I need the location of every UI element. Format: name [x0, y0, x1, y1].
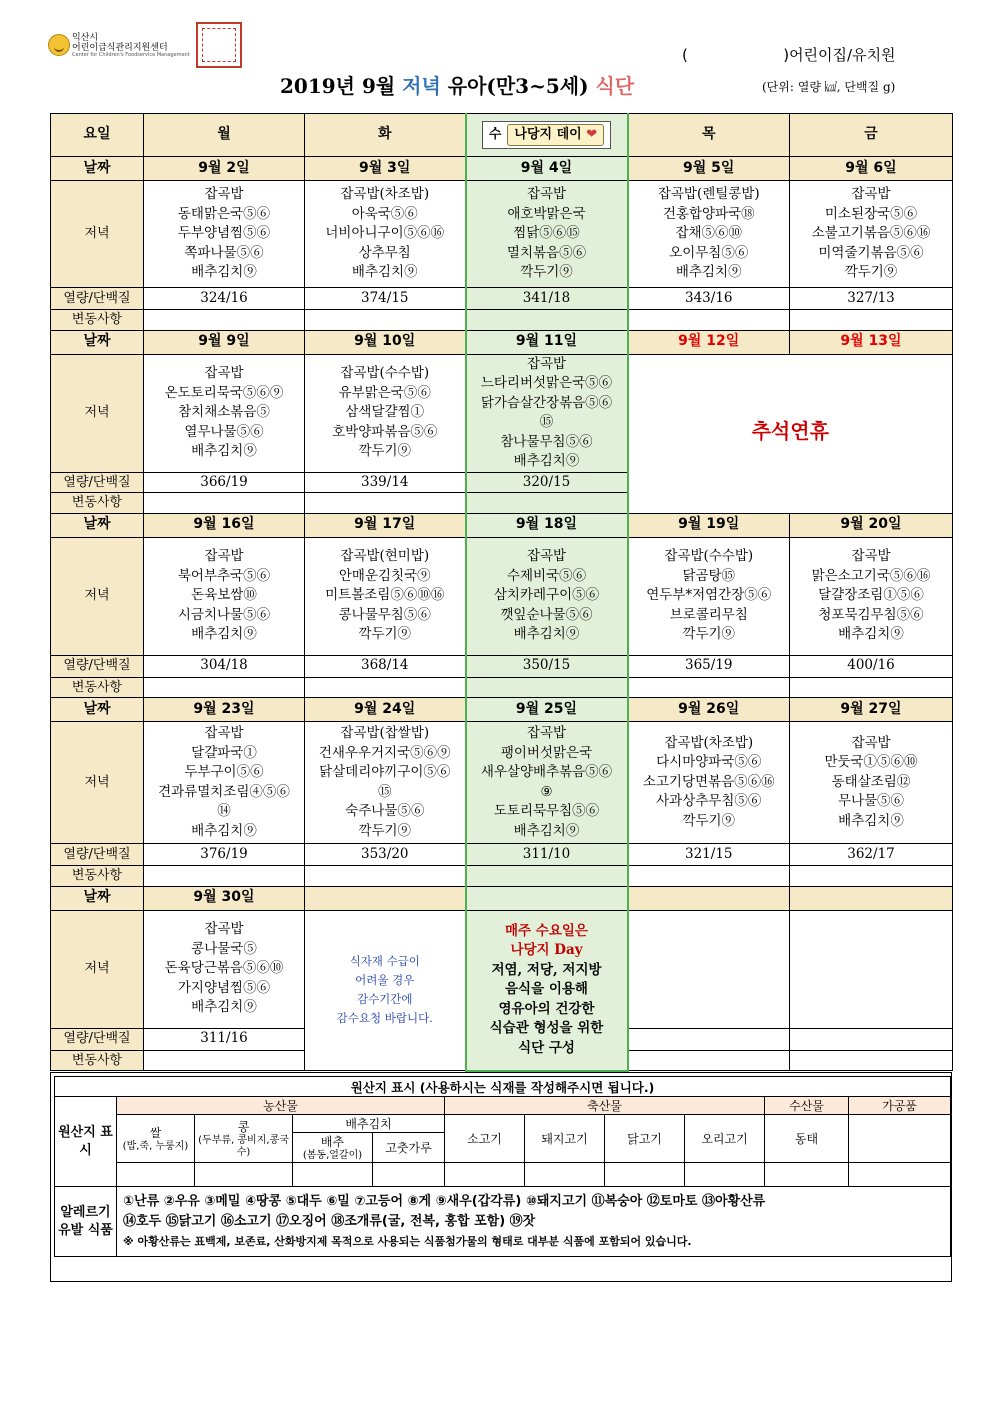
menu-item: 잡곡밥: [204, 548, 244, 565]
menu-item: 잡곡밥(렌틸콩밥): [657, 186, 760, 203]
menu-item: 온도토리묵국⑤⑥⑨: [164, 384, 284, 401]
day-fri: 금: [790, 114, 953, 157]
processed-header: 가공품: [849, 1097, 951, 1115]
chicken-header: 닭고기: [605, 1115, 685, 1163]
menu-item: 배추김치⑨: [513, 453, 580, 469]
origin-input[interactable]: [765, 1163, 849, 1187]
kcal-cell: 368/14: [305, 655, 466, 677]
kimchi-header: 배추김치: [293, 1115, 445, 1133]
menu-item: 배추김치⑨: [191, 264, 257, 281]
menu-item: 잡곡밥(수수밥): [664, 548, 754, 565]
menu-item: 상추무침: [358, 244, 411, 261]
change-cell[interactable]: [144, 677, 305, 698]
date-cell: 9월 2일: [144, 157, 305, 181]
duck-header: 오리고기: [685, 1115, 765, 1163]
menu-item: 새우살양배추볶음⑤⑥: [480, 764, 613, 780]
menu-item: 동태살조림⑫: [831, 773, 911, 790]
kcal-cell: 400/16: [790, 655, 953, 677]
origin-input[interactable]: [605, 1163, 685, 1187]
menu-cell: [305, 537, 466, 655]
menu-item: 열무나물⑤⑥: [184, 423, 264, 440]
menu-item: 배추김치⑨: [513, 626, 580, 643]
origin-table: [54, 1076, 951, 1257]
menu-item: 무나물⑤⑥: [837, 793, 905, 810]
change-label: 변동사항: [51, 866, 144, 887]
menu-item: 느타리버섯맑은국⑤⑥: [480, 375, 613, 391]
menu-item: 유부맑은국⑤⑥: [338, 384, 431, 401]
menu-item: 건새우우거지국⑤⑥⑨: [318, 744, 451, 761]
dinner-label: 저녁: [51, 722, 144, 844]
menu-item: 배추김치⑨: [191, 999, 257, 1016]
date-cell: 9월 25일: [466, 698, 628, 722]
menu-item: 맑은소고기국⑤⑥⑯: [811, 567, 931, 584]
date-label: 날짜: [51, 698, 144, 722]
change-cell[interactable]: [466, 310, 628, 331]
menu-item: 깍두기⑨: [358, 443, 412, 460]
holiday-cell: [628, 354, 953, 513]
date-cell-holiday: 9월 13일: [790, 330, 953, 354]
menu-cell: [466, 354, 628, 472]
title-dinner: 저녁: [402, 74, 441, 98]
change-cell[interactable]: [790, 866, 953, 887]
menu-item: 배추김치⑨: [191, 626, 257, 643]
beef-header: 소고기: [445, 1115, 525, 1163]
menu-cell: [144, 181, 305, 288]
kcal-cell: 343/16: [628, 288, 790, 310]
menu-item: 호박양파볶음⑤⑥: [332, 423, 438, 440]
menu-item: 잡곡밥: [204, 725, 244, 741]
kcal-label: 열량/단백질: [51, 655, 144, 677]
menu-cell: [466, 722, 628, 844]
menu-item: 찜닭⑤⑥⑮: [513, 225, 580, 242]
date-cell: 9월 10일: [305, 330, 466, 354]
menu-table: [50, 113, 953, 1072]
date-cell: 9월 26일: [628, 698, 790, 722]
menu-item: 미역줄기볶음⑤⑥: [818, 244, 924, 261]
notice-line: 나당지 Day: [510, 942, 583, 959]
kcal-label: 열량/단백질: [51, 472, 144, 493]
menu-item: 너비아니구이⑤⑥⑯: [325, 225, 445, 242]
menu-cell: [466, 181, 628, 288]
menu-cell: [628, 537, 790, 655]
menu-item: ⑨: [540, 783, 553, 800]
nadangji-day-badge: [482, 121, 611, 149]
menu-item: 배추김치⑨: [191, 443, 257, 460]
kcal-cell: 341/18: [466, 288, 628, 310]
cabbage-sub: (봄동,얼갈이): [302, 1150, 363, 1161]
menu-item: 잡곡밥: [851, 186, 891, 203]
rice-label: 쌀: [149, 1126, 162, 1140]
change-cell[interactable]: [144, 310, 305, 331]
menu-cell: [790, 181, 953, 288]
menu-item: 닭살데리야끼구이⑤⑥: [319, 764, 451, 780]
menu-item: 잡곡밥: [204, 186, 244, 203]
date-cell-empty: [305, 886, 466, 910]
menu-item: 깍두기⑨: [682, 626, 736, 643]
menu-item: 배추김치⑨: [513, 822, 580, 839]
change-label: 변동사항: [51, 677, 144, 698]
center-logo: [48, 28, 208, 68]
dinner-label: 저녁: [51, 537, 144, 655]
nadangji-notice-body: [467, 961, 627, 1059]
menu-item: 아욱국⑤⑥: [351, 205, 418, 222]
nadangji-notice: [466, 910, 628, 1071]
change-cell[interactable]: [305, 866, 466, 887]
agri-header: 농산물: [117, 1097, 445, 1115]
change-label: 변동사항: [51, 1050, 144, 1071]
notice-line: 감수기간에: [356, 992, 413, 1007]
heart-icon: ❤: [586, 127, 598, 143]
nadangji-notice-red: [467, 922, 627, 961]
dinner-label: 저녁: [51, 181, 144, 288]
menu-item: 잡곡밥(차조밥): [664, 734, 754, 751]
day-thu: 목: [628, 114, 790, 157]
allergy-list: [117, 1187, 951, 1257]
notice-line: 식습관 형성을 위한: [489, 1020, 604, 1037]
menu-item: 닭곰탕⑮: [682, 567, 736, 584]
menu-item: 참나물무침⑤⑥: [500, 433, 593, 450]
menu-item: 시금치나물⑤⑥: [177, 606, 271, 623]
menu-cell: [790, 722, 953, 844]
title-age: 유아(만3~5세): [440, 74, 596, 98]
date-cell-empty: [790, 886, 953, 910]
day-tue: 화: [305, 114, 466, 157]
dinner-label: 저녁: [51, 354, 144, 472]
change-cell[interactable]: [790, 1050, 953, 1071]
dinner-label: 저녁: [51, 910, 144, 1028]
pollack-header: 동태: [765, 1115, 849, 1163]
menu-item: 배추김치⑨: [838, 812, 904, 829]
kcal-cell: 304/18: [144, 655, 305, 677]
kcal-cell: 350/15: [466, 655, 628, 677]
menu-item: 숙주나물⑤⑥: [345, 803, 425, 819]
origin-title: 원산지 표시 (사용하시는 식재를 작성해주시면 됩니다.): [55, 1077, 951, 1097]
change-cell[interactable]: [144, 866, 305, 887]
cabbage-header: [293, 1133, 373, 1163]
menu-item: 잡곡밥: [851, 548, 891, 565]
date-cell: 9월 3일: [305, 157, 466, 181]
menu-cell: [305, 722, 466, 844]
kcal-cell: 366/19: [144, 472, 305, 493]
rice-header: [117, 1115, 195, 1163]
menu-item: 깍두기⑨: [358, 626, 412, 643]
date-label: 날짜: [51, 886, 144, 910]
change-cell[interactable]: [305, 310, 466, 331]
menu-item: 수제비국⑤⑥: [506, 567, 587, 584]
date-cell: 9월 9일: [144, 330, 305, 354]
menu-item: 잡곡밥: [526, 725, 567, 741]
change-cell[interactable]: [144, 493, 305, 514]
menu-cell: [305, 181, 466, 288]
menu-item: 연두부*저염간장⑤⑥: [646, 587, 772, 604]
menu-item: 깍두기⑨: [682, 812, 736, 829]
change-cell[interactable]: [466, 493, 628, 514]
menu-item: 미소된장국⑤⑥: [824, 205, 918, 222]
menu-item: ⑮: [378, 783, 392, 800]
wed-label: 수: [488, 127, 502, 143]
origin-input[interactable]: [117, 1163, 195, 1187]
menu-item: 배추김치⑨: [838, 626, 904, 643]
logo-center-name: 어린이급식관리지원센터: [72, 43, 168, 53]
menu-item: 다시마양파국⑤⑥: [656, 754, 762, 771]
kcal-cell: 320/15: [466, 472, 628, 493]
marine-header: 수산물: [765, 1097, 849, 1115]
menu-item: 삼치카레구이⑤⑥: [493, 587, 600, 604]
menu-item: 잡채⑤⑥⑩: [675, 225, 743, 242]
origin-input[interactable]: [373, 1163, 445, 1187]
menu-item: 동태맑은국⑤⑥: [177, 205, 271, 222]
menu-item: 오이무침⑤⑥: [669, 244, 749, 261]
origin-allergy-section: [50, 1072, 952, 1282]
menu-item: 소고기당면볶음⑤⑥⑯: [642, 773, 775, 790]
menu-item: 달걀장조림①⑤⑥: [818, 587, 924, 604]
menu-item: 닭가슴살간장볶음⑤⑥: [480, 394, 613, 411]
origin-input[interactable]: [525, 1163, 605, 1187]
menu-item: 잡곡밥: [204, 921, 244, 938]
date-cell: 9월 6일: [790, 157, 953, 181]
menu-item: 멸치볶음⑤⑥: [506, 244, 587, 261]
date-label: 날짜: [51, 513, 144, 537]
menu-cell: [466, 537, 628, 655]
kcal-cell: 374/15: [305, 288, 466, 310]
rice-sub: (밥,죽, 누룽지): [122, 1141, 189, 1152]
menu-item: 잡곡밥: [526, 186, 567, 203]
menu-item: 두부구이⑤⑥: [184, 764, 264, 780]
kcal-label: 열량/단백질: [51, 844, 144, 866]
logo-city: 익산시: [72, 33, 99, 43]
menu-item: 청포묵김무침⑤⑥: [818, 606, 924, 623]
menu-item: 콩나물국⑤: [191, 940, 257, 957]
change-cell[interactable]: [628, 866, 790, 887]
origin-input[interactable]: [849, 1163, 951, 1187]
pork-header: 돼지고기: [525, 1115, 605, 1163]
menu-item: 두부양념찜⑤⑥: [177, 225, 271, 242]
menu-item: 만둣국①⑤⑥⑩: [824, 754, 918, 771]
day-wed: [466, 114, 628, 157]
menu-item: 돈육당근볶음⑤⑥⑩: [164, 960, 284, 977]
change-cell[interactable]: [628, 677, 790, 698]
daycare-name-field[interactable]: ( )어린이집/유치원: [682, 46, 896, 64]
menu-cell: [305, 354, 466, 472]
change-cell[interactable]: [466, 677, 628, 698]
date-cell: 9월 17일: [305, 513, 466, 537]
menu-item: ⑭: [217, 803, 231, 819]
cabbage-label: 배추: [320, 1135, 345, 1149]
menu-item: 배추김치⑨: [675, 264, 742, 281]
processed-blank[interactable]: [849, 1115, 951, 1163]
origin-side-label: 원산지 표시: [55, 1097, 117, 1187]
kcal-label: 열량/단백질: [51, 1028, 144, 1050]
notice-line: 음식을 이용해: [505, 981, 588, 998]
origin-input[interactable]: [293, 1163, 373, 1187]
notice-line: 감수요청 바랍니다.: [336, 1011, 433, 1026]
date-cell: 9월 4일: [466, 157, 628, 181]
supply-notice-text: [305, 952, 465, 1028]
date-cell: 9월 30일: [144, 886, 305, 910]
menu-item: 잡곡밥(차조밥): [340, 186, 430, 203]
menu-cell: [144, 354, 305, 472]
menu-cell: [144, 910, 305, 1028]
allergy-line: ①난류 ②우유 ③메밀 ④땅콩 ⑤대두 ⑥밀 ⑦고등어 ⑧게 ⑨새우(갑각류) ⑩돼지고기 ⑪복숭아 ⑫토마토 ⑬아황산류: [123, 1193, 766, 1209]
change-cell[interactable]: [628, 1050, 790, 1071]
change-cell[interactable]: [790, 677, 953, 698]
menu-item: 삼색달걀찜①: [345, 404, 425, 421]
change-label: 변동사항: [51, 310, 144, 331]
menu-item: 깍두기⑨: [844, 264, 898, 281]
date-label: 날짜: [51, 157, 144, 181]
menu-cell-empty: [790, 910, 953, 1028]
bean-label: 콩: [237, 1120, 250, 1134]
menu-item: 잡곡밥: [851, 734, 891, 751]
menu-item: 잡곡밥(수수밥): [340, 365, 430, 382]
menu-item: 도토리묵무침⑤⑥: [493, 803, 600, 819]
menu-item: 건홍합양파국⑱: [662, 205, 755, 222]
menu-item: 깍두기⑨: [358, 822, 412, 839]
date-cell-holiday: 9월 12일: [628, 330, 790, 354]
menu-item: 배추김치⑨: [351, 264, 418, 281]
menu-item: 잡곡밥: [204, 365, 244, 382]
menu-item: 소불고기볶음⑤⑥⑯: [811, 225, 931, 242]
menu-item: 잡곡밥(찹쌀밥): [340, 725, 430, 741]
date-cell: 9월 11일: [466, 330, 628, 354]
menu-item: 미트볼조림⑤⑥⑩⑯: [325, 587, 445, 604]
origin-input[interactable]: [445, 1163, 525, 1187]
date-cell: 9월 16일: [144, 513, 305, 537]
kcal-cell: [628, 1028, 790, 1050]
change-label: 변동사항: [51, 493, 144, 514]
menu-item: 잡곡밥: [526, 548, 567, 565]
change-cell[interactable]: [305, 493, 466, 514]
kcal-cell: 353/20: [305, 844, 466, 866]
menu-item: 애호박맑은국: [507, 205, 586, 222]
date-label: 날짜: [51, 330, 144, 354]
kcal-cell: 339/14: [305, 472, 466, 493]
kcal-cell: 376/19: [144, 844, 305, 866]
weekday-label: 요일: [51, 114, 144, 157]
livestock-header: 축산물: [445, 1097, 765, 1115]
kcal-label: 열량/단백질: [51, 288, 144, 310]
menu-item: 팽이버섯맑은국: [500, 744, 593, 761]
menu-item: 달걀파국①: [191, 744, 257, 761]
logo-english-name: Center for Children's Foodservice Management: [72, 52, 190, 58]
menu-cell: [628, 181, 790, 288]
menu-item: 견과류멸치조림④⑤⑥: [158, 783, 290, 800]
origin-input[interactable]: [195, 1163, 293, 1187]
menu-item: 쪽파나물⑤⑥: [184, 244, 264, 261]
menu-item: 콩나물무침⑤⑥: [338, 606, 431, 623]
holiday-label: 추석연휴: [751, 419, 829, 444]
notice-line: 영유아의 건강한: [498, 1000, 595, 1017]
allergy-side-label: 알레르기유발 식품: [55, 1187, 117, 1257]
day-mon: 월: [144, 114, 305, 157]
menu-cell: [628, 722, 790, 844]
kcal-cell: 321/15: [628, 844, 790, 866]
kcal-cell: 327/13: [790, 288, 953, 310]
kcal-cell: 362/17: [790, 844, 953, 866]
menu-item: ⑮: [539, 414, 554, 430]
bean-header: [195, 1115, 293, 1163]
menu-cell: [144, 537, 305, 655]
menu-item: 배추김치⑨: [191, 822, 257, 839]
change-cell[interactable]: [305, 677, 466, 698]
title-menu: 식단: [595, 74, 635, 98]
notice-line: 식자재 수급이: [349, 954, 420, 969]
bean-sub: (두부류, 콩비지,콩국수): [198, 1135, 289, 1158]
menu-cell-empty: [628, 910, 790, 1028]
allergy-note: ※ 아황산류는 표백제, 보존료, 산화방지제 목적으로 사용되는 식품첨가물의 형태로 대부분 식품에 포함되어 있습니다.: [123, 1234, 692, 1248]
menu-item: 잡곡밥(현미밥): [340, 548, 430, 565]
kcal-cell: 365/19: [628, 655, 790, 677]
pepper-header: 고춧가루: [373, 1133, 445, 1163]
menu-item: 잡곡밥: [526, 355, 567, 372]
title-year-month: 2019년 9월: [280, 74, 403, 98]
red-seal-stamp: [196, 22, 242, 68]
menu-item: 돈육보쌈⑩: [191, 587, 257, 604]
kcal-cell: 311/16: [144, 1028, 305, 1050]
menu-item: 안매운김칫국⑨: [338, 567, 431, 584]
menu-item: 북어부추국⑤⑥: [177, 567, 271, 584]
menu-item: 가지양념찜⑤⑥: [177, 979, 271, 996]
menu-item: 사과상추무침⑤⑥: [656, 793, 762, 810]
origin-input[interactable]: [685, 1163, 765, 1187]
change-cell[interactable]: [790, 310, 953, 331]
menu-item: 브로콜리무침: [669, 606, 748, 623]
kcal-cell: 324/16: [144, 288, 305, 310]
notice-line: 식단 구성: [518, 1039, 575, 1056]
date-cell: 9월 27일: [790, 698, 953, 722]
smile-logo-icon: [48, 34, 70, 56]
menu-item: 깻잎순나물⑤⑥: [500, 606, 593, 623]
notice-line: 매주 수요일은: [505, 922, 588, 939]
unit-note: (단위: 열량 ㎉, 단백질 g): [762, 80, 896, 94]
date-cell: 9월 23일: [144, 698, 305, 722]
nadangji-label: [507, 124, 604, 146]
date-cell: 9월 19일: [628, 513, 790, 537]
date-cell-empty: [466, 886, 628, 910]
change-cell[interactable]: [628, 310, 790, 331]
date-cell-empty: [628, 886, 790, 910]
page-title: [280, 70, 634, 99]
date-cell: 9월 24일: [305, 698, 466, 722]
nadangji-text: 나당지 데이: [514, 127, 582, 143]
kcal-cell: 311/10: [466, 844, 628, 866]
notice-line: 어려울 경우: [355, 973, 415, 988]
kcal-cell: [790, 1028, 953, 1050]
date-cell: 9월 20일: [790, 513, 953, 537]
supply-notice: [305, 910, 466, 1071]
menu-cell: [144, 722, 305, 844]
allergy-line: ⑭호두 ⑮닭고기 ⑯소고기 ⑰오징어 ⑱조개류(굴, 전복, 홍합 포함) ⑲잣: [123, 1213, 536, 1229]
date-cell: 9월 5일: [628, 157, 790, 181]
menu-cell: [790, 537, 953, 655]
change-cell[interactable]: [144, 1050, 305, 1071]
change-cell[interactable]: [466, 866, 628, 887]
notice-line: 저염, 저당, 저지방: [491, 961, 602, 978]
menu-item: 깍두기⑨: [520, 264, 573, 281]
date-cell: 9월 18일: [466, 513, 628, 537]
menu-item: 참치채소볶음⑤: [178, 404, 270, 421]
